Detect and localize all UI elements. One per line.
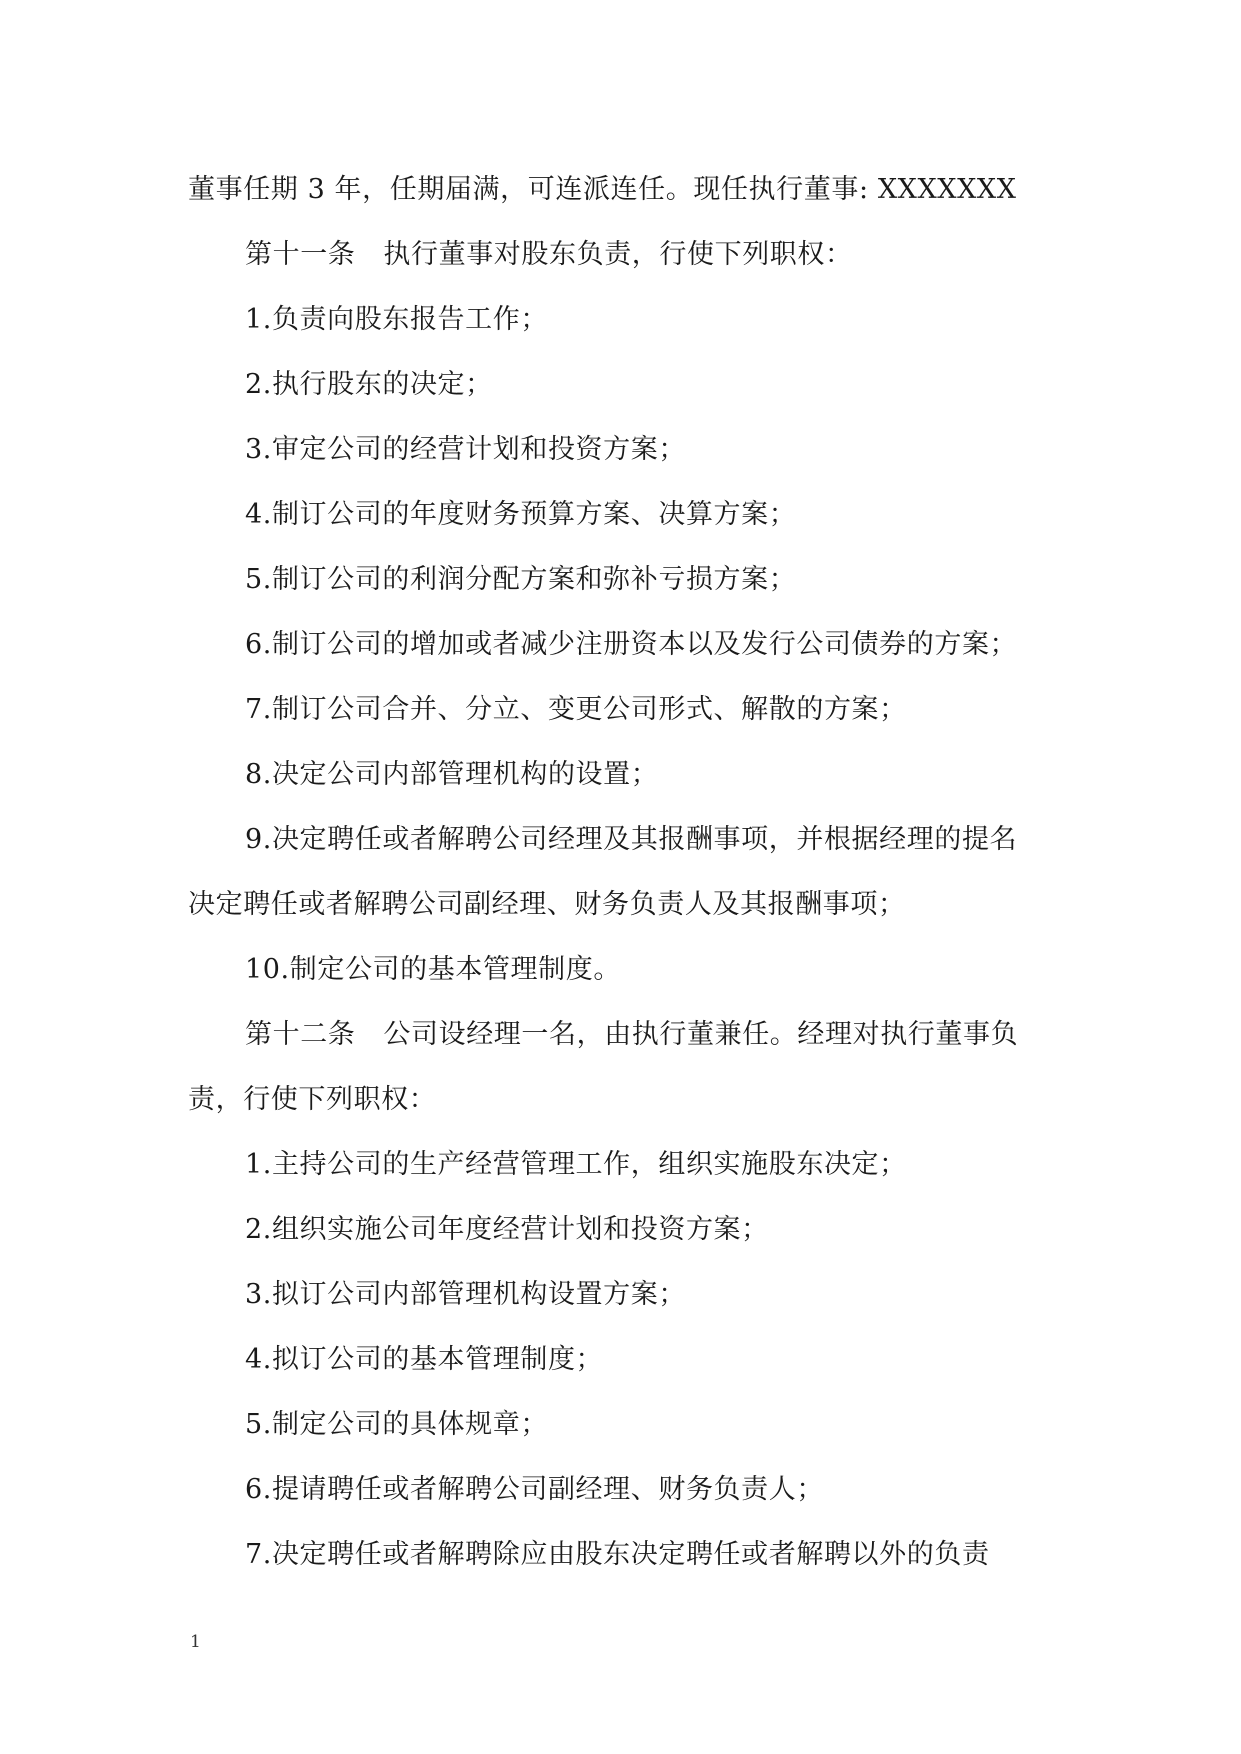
page-number: 1	[190, 1632, 201, 1652]
list-item: 1.主持公司的生产经营管理工作，组织实施股东决定；	[245, 1149, 907, 1180]
text-line: 决定聘任或者解聘公司副经理、财务负责人及其报酬事项；	[188, 889, 906, 920]
list-item: 5.制定公司的具体规章；	[245, 1409, 548, 1440]
list-item: 5.制订公司的利润分配方案和弥补亏损方案；	[245, 564, 797, 595]
list-item: 1.负责向股东报告工作；	[245, 304, 548, 335]
article-number: 第十一条	[245, 239, 356, 270]
article-text: 执行董事对股东负责，行使下列职权：	[383, 239, 853, 270]
document-body	[188, 157, 1058, 1587]
list-item: 4.制订公司的年度财务预算方案、决算方案；	[245, 499, 797, 530]
text-line: 董事任期 3 年，任期届满，可连派连任。现任执行董事: XXXXXXX	[188, 174, 1017, 205]
text-line: 责，行使下列职权：	[188, 1084, 437, 1115]
list-item: 4.拟订公司的基本管理制度；	[245, 1344, 604, 1375]
article-number: 第十二条	[245, 1019, 356, 1050]
list-item: 7.决定聘任或者解聘除应由股东决定聘任或者解聘以外的负责	[245, 1539, 990, 1570]
article-heading-line	[188, 1002, 1058, 1067]
article-text: 公司设经理一名，由执行董兼任。经理对执行董事负	[383, 1019, 1019, 1050]
list-item: 6.提请聘任或者解聘公司副经理、财务负责人；	[245, 1474, 824, 1505]
list-item: 6.制订公司的增加或者减少注册资本以及发行公司债券的方案；	[245, 629, 1018, 660]
list-item: 2.组织实施公司年度经营计划和投资方案；	[245, 1214, 769, 1245]
list-item: 8.决定公司内部管理机构的设置；	[245, 759, 659, 790]
list-item: 3.审定公司的经营计划和投资方案；	[245, 434, 686, 465]
list-item: 3.拟订公司内部管理机构设置方案；	[245, 1279, 686, 1310]
list-item: 7.制订公司合并、分立、变更公司形式、解散的方案；	[245, 694, 907, 725]
article-heading-line	[188, 222, 1058, 287]
list-item: 9.决定聘任或者解聘公司经理及其报酬事项，并根据经理的提名	[245, 824, 1018, 855]
list-item: 10.制定公司的基本管理制度。	[245, 954, 621, 985]
list-item: 2.执行股东的决定；	[245, 369, 493, 400]
